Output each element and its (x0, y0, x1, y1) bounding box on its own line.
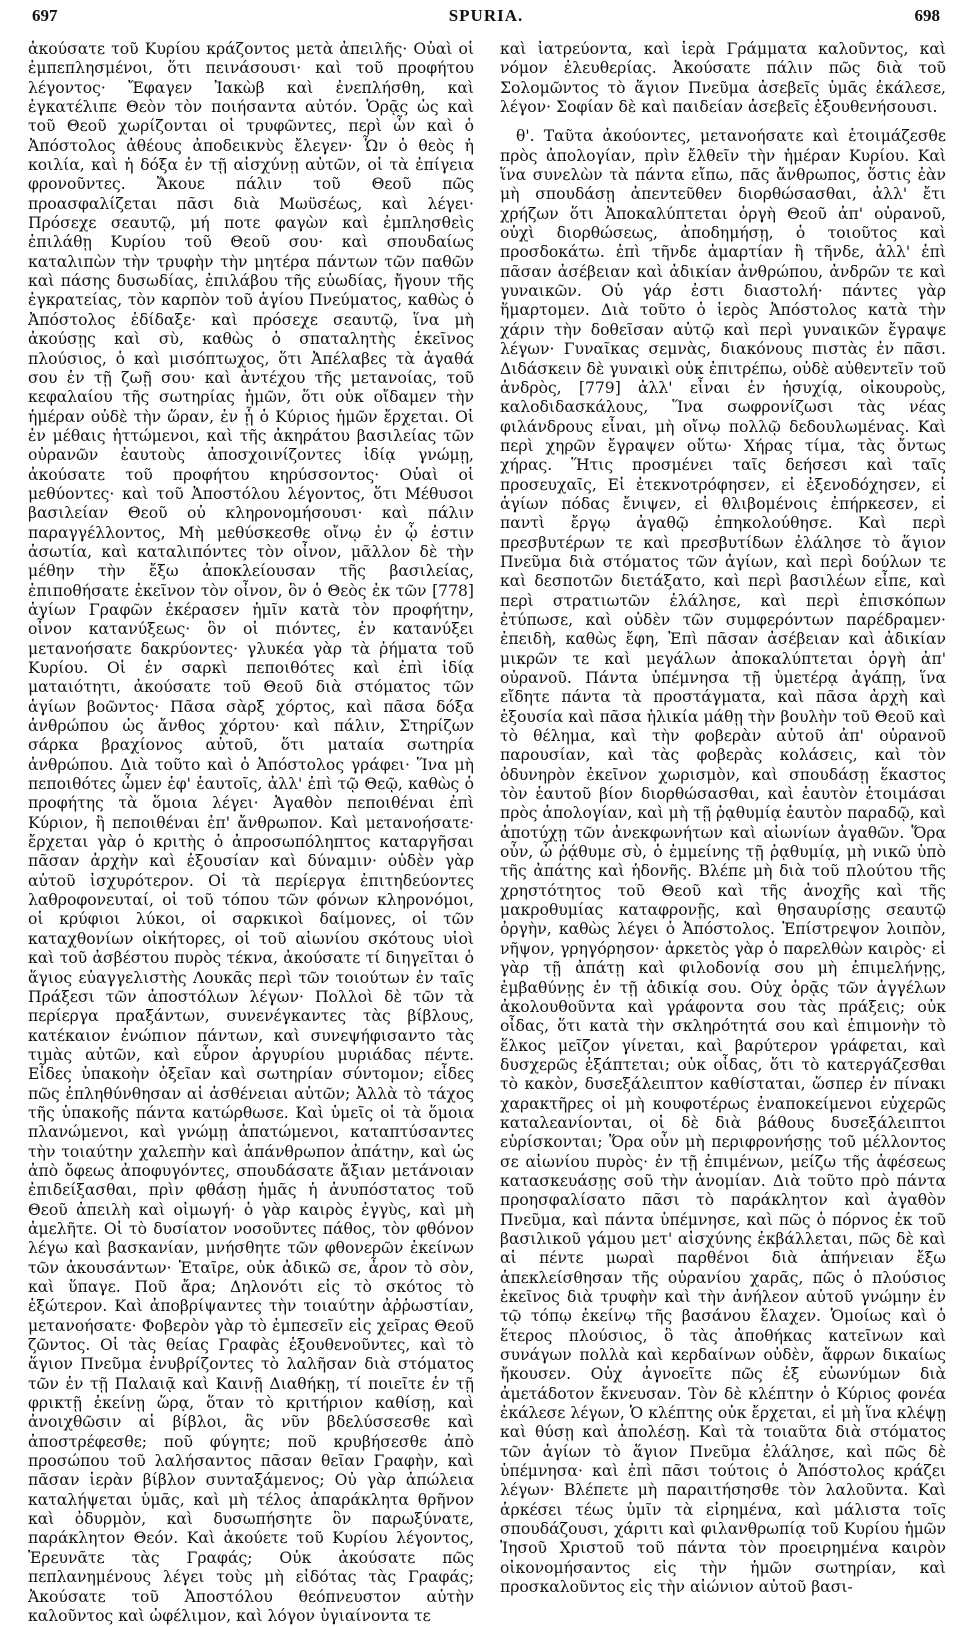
running-header (28, 6, 946, 32)
right-column-text-top: καὶ ἰατρεύοντα, καὶ ἱερὰ Γράμματα καλοῦντος, καὶ νόμον ἐλευθερίας. Ἀκούσατε πάλιν πῶς διὰ τοῦ Σολομῶντος τὸ ἅγιον Πνεῦμα ἀσεβεῖς ὑμᾶς ἐκάλεσε, λέγον· Σοφίαν δὲ καὶ παιδείαν ἀσεβεῖς ἐξουθενήσουσι. (500, 40, 946, 117)
two-column-body (28, 40, 946, 1626)
running-title: SPURIA. (448, 6, 524, 25)
left-column (28, 40, 474, 1626)
left-page-number: 697 (32, 6, 58, 25)
right-column (500, 40, 946, 1626)
left-column-text: ἀκούσατε τοῦ Κυρίου κράζοντος μετὰ ἀπειλῆς· Οὐαὶ οἱ ἐμπεπλησμένοι, ὅτι πεινάσουσι· καὶ τοῦ προφήτου λέγοντος· Ἔφαγεν Ἰακὼβ καὶ ἐνεπλήσθη, καὶ ἐγκατέλιπε Θεὸν τὸν ποιήσαντα αὐτόν. Ὁρᾷς ὡς καὶ τοῦ Θεοῦ χωρίζονται οἱ τρυφῶντες, περὶ ὧν καὶ ὁ Ἀπόστολος ἀθέους ἀποδεικνὺς ἔλεγεν· Ὧν ὁ θεὸς ἡ κοιλία, καὶ ἡ δόξα ἐν τῇ αἰσχύνῃ αὐτῶν, οἱ τὰ ἐπίγεια φρονοῦντες. Ἄκουε πάλιν τοῦ Θεοῦ πῶς προασφαλίζεται πᾶσι διὰ Μωϋσέως, καὶ λέγει· Πρόσεχε σεαυτῷ, μή ποτε φαγὼν καὶ ἐμπλησθεὶς ἐπιλάθῃ Κυρίου τοῦ Θεοῦ σου· καὶ σπουδαίως καταλιπὼν τὴν τρυφὴν τὴν μητέρα πάντων τῶν παθῶν καὶ πάσης δυσωδίας, ἐπιλάβου τῆς εὐωδίας, ἤγουν τῆς ἐγκρατείας, τὸν καρπὸν τοῦ ἁγίου Πνεύματος, καθὼς ὁ Ἀπόστολος ἐδίδαξε· καὶ πρόσεχε σεαυτῷ, ἵνα μὴ ἀκούσῃς καὶ σὺ, καθὼς ὁ σπαταλητὴς ἐκεῖνος πλούσιος, ὁ καὶ μισόπτωχος, ὅτι Ἀπέλαβες τὰ ἀγαθά σου ἐν τῇ ζωῇ σου· καὶ ἀντέχου τῆς μετανοίας, τοῦ κεφαλαίου τῆς σωτηρίας ἡμῶν, ὅτι οὐκ οἴδαμεν τὴν ἡμέραν οὐδὲ τὴν ὥραν, ἐν ᾗ ὁ Κύριος ἡμῶν ἔρχεται. Οἱ ἐν μέθαις ἡττώμενοι, καὶ τῆς ἀκηράτου βασιλείας τῶν οὐρανῶν ἑαυτοὺς ἀποσχοινίζοντες ἰδίᾳ γνώμῃ, ἀκούσατε τοῦ προφήτου κηρύσσοντος· Οὐαὶ οἱ μεθύοντες· καὶ τοῦ Ἀποστόλου λέγοντος, ὅτι Μέθυσοι βασιλείαν Θεοῦ οὐ κληρονομήσουσι· καὶ πάλιν παραγγέλλοντος, Μὴ μεθύσκεσθε οἴνῳ ἐν ᾧ ἐστιν ἀσωτία, καὶ καταλιπόντες τὸν οἶνον, μᾶλλον δὲ τὴν μέθην τὴν ἔξω ἀποκλείουσαν τῆς βασιλείας, ἐπιποθήσατε ἐκεῖνον τὸν οἶνον, ὃν ὁ Θεὸς ἐκ τῶν [778] ἁγίων Γραφῶν ἐκέρασεν ἡμῖν κατὰ τὸν προφήτην, οἶνον κατανύξεως· ὃν οἱ πιόντες, ἐν κατανύξει μετανοήσατε δακρύοντες· γλυκέα γὰρ τὰ ῥήματα τοῦ Κυρίου. Οἱ ἐν σαρκὶ πεποιθότες καὶ ἐπὶ ἰδίᾳ ματαιότητι, ἀκούσατε τοῦ Θεοῦ διὰ στόματος τῶν ἁγίων βοῶντος· Πᾶσα σὰρξ χόρτος, καὶ πᾶσα δόξα ἀνθρώπου ὡς ἄνθος χόρτου· καὶ πάλιν, Στηρίζων σάρκα βραχίονος αὐτοῦ, ὅτι ματαία σωτηρία ἀνθρώπου. Διὰ τοῦτο καὶ ὁ Ἀπόστολος γράφει· Ἵνα μὴ πεποιθότες ὦμεν ἐφ' ἑαυτοῖς, ἀλλ' ἐπὶ τῷ Θεῷ, καθὼς ὁ προφήτης τὰ ὅμοια λέγει· Ἀγαθὸν πεποιθέναι ἐπὶ Κύριον, ἢ πεποιθέναι ἐπ' ἄνθρωπον. Καὶ μετανοήσατε· ἔρχεται γὰρ ὁ κριτὴς ὁ ἀπροσωπόληπτος καταργῆσαι πᾶσαν ἀρχὴν καὶ ἐξουσίαν καὶ δύναμιν· οὐδὲν γὰρ αὐτοῦ ἰσχυρότερον. Οἱ τὰ περίεργα ἐπιτηδεύοντες λαθροφονευταί, οἱ τοῦ τόπου τῶν φόνων κληρονόμοι, οἱ κρύφιοι λύκοι, οἱ σαρκικοὶ δαίμονες, οἱ τῶν καταχθονίων οἰκήτορες, οἱ τοῦ αἰωνίου σκότους υἱοὶ καὶ τοῦ ἀσβέστου πυρὸς τέκνα, ἀκούσατε τί διηγεῖται ὁ ἅγιος εὐαγγελιστὴς Λουκᾶς περὶ τῶν τοιούτων ἐν ταῖς Πράξεσι τῶν ἀποστόλων λέγων· Πολλοὶ δὲ τῶν τὰ περίεργα πραξάντων, συνενέγκαντες τὰς βίβλους, κατέκαιον ἐνώπιον πάντων, καὶ συνεψήφισαντο τὰς τιμὰς αὐτῶν, καὶ εὗρον ἀργυρίου μυριάδας πέντε. Εἶδες ὑπακοὴν ὀξεῖαν καὶ σωτηρίαν σύντομον; εἶδες πῶς ἐπληθύνθησαν αἱ ἀσθένειαι αὐτῶν; Ἀλλὰ τὸ τάχος τῆς ὑπακοῆς πάντα κατώρθωσε. Καὶ ὑμεῖς οἱ τὰ ὅμοια πλανώμενοι, καὶ γνώμῃ ἀπατώμενοι, καταπτύσαντες τὴν τοιαύτην χαλεπὴν καὶ ἀπάνθρωπον ἀπάτην, καὶ ὡς ἀπὸ ὄφεως ἀποφυγόντες, σπουδάσατε ἄξιαν μετάνοιαν ἐπιδείξασθαι, πρὶν φθάσῃ ἡμᾶς ἡ ἀνυπόστατος τοῦ Θεοῦ ἀπειλὴ καὶ οἰμωγή· ὁ γὰρ καιρὸς ἐγγὺς, καὶ μὴ ἀμελῆτε. Οἱ τὸ δυσίατον νοσοῦντες πάθος, τὸν φθόνον λέγω καὶ βασκανίαν, μνήσθητε τῶν φθονερῶν ἐκείνων τῶν ἀκουσάντων· Ἑταῖρε, οὐκ ἀδικῶ σε, ἆρον τὸ σὸν, καὶ ὕπαγε. Ποῦ ἄρα; Δηλονότι εἰς τὸ σκότος τὸ ἐξώτερον. Καὶ ἀποβρίψαντες τὴν τοιαύτην ἀῤῥωστίαν, μετανοήσατε· Φοβερὸν γὰρ τὸ ἐμπεσεῖν εἰς χεῖρας Θεοῦ ζῶντος. Οἱ τὰς θείας Γραφὰς ἐξουθενοῦντες, καὶ τὸ ἅγιον Πνεῦμα ἐνυβρίζοντες τὸ λαλῆσαν διὰ στόματος τῶν ἐν τῇ Παλαιᾷ καὶ Καινῇ Διαθήκῃ, τί ποιεῖτε ἐν τῇ φρικτῇ ἐκείνῃ ὥρᾳ, ὅταν τὸ κριτήριον καθίσῃ, καὶ ἀνοιχθῶσιν αἱ βίβλοι, ἃς νῦν βδελύσσεσθε καὶ ἀποστρέφεσθε; ποῦ φύγητε; ποῦ κρυβήσεσθε ἀπὸ προσώπου τοῦ λαλήσαντος πᾶσαν θεῖαν Γραφὴν, καὶ πᾶσαν ἱερὰν βίβλον συνταξάμενος; Οὐ γὰρ ἀπώλεια καταλήψεται ὑμᾶς, καὶ μὴ τέλος ἀπαράκλητα θρῆνον καὶ ὀδυρμὸν, καὶ δυσωπήσητε ὃν παρωξύνατε, παράκλητον Θεόν. Καὶ ἀκούετε τοῦ Κυρίου λέγοντος, Ἐρευνᾶτε τὰς Γραφάς; Οὐκ ἀκούσατε πῶς πεπλανημένους λέγει τοὺς μὴ εἰδότας τὰς Γραφάς; Ἀκούσατε τοῦ Ἀποστόλου θεόπνευστον αὐτὴν καλοῦντος καὶ ὠφέλιμον, καὶ λόγον ὑγιαίνοντα τε (28, 40, 474, 1625)
section-theta-text: θ'. Ταῦτα ἀκούοντες, μετανοήσατε καὶ ἑτοιμάζεσθε πρὸς ἀπολογίαν, πρὶν ἔλθεῖν τὴν ἡμέραν Κυρίου. Καὶ ἵνα συνελὼν τὰ πάντα εἴπω, πᾶς ἄνθρωπος, ὅστις ἐὰν μὴ σπουδάσῃ ἀπεντεῦθεν διορθώσασθαι, ἀλλ' ἔτι χρήζων ὅτι Ἀποκαλύπτεται ὀργὴ Θεοῦ ἀπ' οὐρανοῦ, οὐχὶ διορθώσεως, ἀποδημήσῃ, ὁ τοιοῦτος καὶ προσδοκάτω. ἐπὶ τῆνδε ἁμαρτίαν ἢ τῆνδε, ἀλλ' ἐπὶ πᾶσαν ἀσέβειαν καὶ ἀδικίαν ἀνθρώπου, ἀνδρῶν τε καὶ γυναικῶν. Οὐ γάρ ἐστι διαστολή· πάντες γὰρ ἥμαρτομεν. Διὰ τοῦτο ὁ ἱερὸς Ἀπόστολος κατὰ τὴν χάριν τὴν δοθεῖσαν αὐτῷ καὶ περὶ γυναικῶν ἔγραψε λέγων· Γυναῖκας σεμνὰς, διακόνους πιστὰς ἐν πᾶσι. Διδάσκειν δὲ γυναικὶ οὐκ ἐπιτρέπω, οὐδὲ αὐθεντεῖν τοῦ ἀνδρὸς, [779] ἀλλ' εἶναι ἐν ἡσυχίᾳ, οἰκουροὺς, καλοδιδασκάλους, Ἵνα σωφρονίζωσι τὰς νέας φιλάνδρους εἶναι, μὴ οἴνῳ πολλῷ δεδουλωμένας. Καὶ περὶ χηρῶν ἔγραψεν οὕτω· Χήρας τίμα, τὰς ὄντως χήρας. Ἥτις προσμένει ταῖς δεήσεσι καὶ ταῖς προσευχαῖς, Εἰ ἐτεκνοτρόφησεν, εἰ ἐξενοδόχησεν, εἰ ἁγίων πόδας ἔνιψεν, εἰ θλιβομένοις ἐπήρκεσεν, εἰ παντὶ ἔργῳ ἀγαθῷ ἐπηκολούθησε. Καὶ περὶ πρεσβυτέρων τε καὶ πρεσβυτίδων ἐλάλησε τὸ ἅγιον Πνεῦμα διὰ στόματος τῶν ἁγίων, καὶ περὶ δούλων τε καὶ δεσποτῶν διετάξατο, καὶ περὶ βασιλέων εἶπε, καὶ περὶ στρατιωτῶν ἐλάλησε, καὶ περὶ ἐπισκόπων ἐτύπωσε, καὶ οὐδὲν τῶν συμφερόντων παρέδραμεν· ἐπειδὴ, καθὼς ἔφη, Ἐπὶ πᾶσαν ἀσέβειαν καὶ ἀδικίαν μικρῶν τε καὶ μεγάλων ἀποκαλύπτεται ὀργὴ ἀπ' οὐρανοῦ. Πάντα ὑπέμνησα τῇ ὑμετέρᾳ ἀγάπῃ, ἵνα εἴδητε πάντα τὰ προστάγματα, καὶ πᾶσα ἀρχὴ καὶ ἐξουσία καὶ πᾶσα ἡλικία μάθῃ τὴν βουλὴν τοῦ Θεοῦ καὶ τὸ θέλημα, καὶ τὴν φοβερὰν αὐτοῦ ἀπ' οὐρανοῦ παρουσίαν, καὶ τὰς φοβερὰς κολάσεις, καὶ τὸν ὀδυνηρὸν ἐκεῖνον χωρισμὸν, καὶ σπουδάσῃ ἕκαστος τὸν ἑαυτοῦ βίον διορθώσασθαι, καὶ ἑαυτὸν ἑτοιμάσαι πρὸς ἀπολογίαν, καὶ μὴ τῇ ῥᾳθυμίᾳ ἑαυτὸν παραδῷ, καὶ ἀποτύχῃ τῶν ἀνεκφωνήτων καὶ αἰωνίων ἀγαθῶν. Ὅρα οὖν, ὦ ῥᾴθυμε σὺ, ὁ ἐμμείνης τῇ ῥᾳθυμίᾳ, μὴ νικῶ ὑπὸ τῆς ἀπάτης καὶ ἡδονῆς. Βλέπε μὴ διὰ τοῦ πλούτου τῆς χρηστότητος τοῦ Θεοῦ καὶ τῆς ἀνοχῆς καὶ τῆς μακροθυμίας καταφρονῇς, καὶ θησαυρίσῃς σεαυτῷ ὀργὴν, καθὼς λέγει ὁ Ἀπόστολος. Ἐπίστρεψον λοιπὸν, νῆψον, γρηγόρησον· ἀρκετὸς γὰρ ὁ παρελθὼν καιρὸς· εἰ γὰρ τῇ ἀπάτῃ καὶ φιλοδονίᾳ σου μὴ ἐπιμελήνῃς, ἐμβαθύνῃς ἐν τῇ ἀδικίᾳ σου. Οὐχ ὁρᾷς τῶν ἀγγέλων ἀκολουθοῦντα καὶ γράφοντα σου τὰς πράξεις; οὐκ οἶδας, ὅτι κατὰ τὴν σκληρότητά σου καὶ ἐπιμονὴν τὸ ἕλκος μεῖζον γίνεται, καὶ βαρύτερον γράφεται, καὶ δυσχερῶς ἐξάπτεται; οὐκ οἶδας, ὅτι τὸ κατεργάζεσθαι τὸ κακὸν, δυσεξάλειπτον καθίσταται, ὥσπερ ἐν πίνακι χαρακτῆρες οἱ μὴ κουφοτέρως ἐναποκείμενοι εὐχερῶς καταλεανίονται, οἱ δὲ διὰ βάθους δυσεξάλειπτοι εὑρίσκονται; Ὅρα οὖν μὴ περιφρονήσῃς τοῦ μέλλοντος σε αἰωνίου πυρὸς· ἐν τῇ ἐπιμένων, μείζω τῆς ἀφέσεως κατασκευάσῃς σοῦ τὴν ἀνομίαν. Διὰ τοῦτο πρὸ πάντα προησφαλίσατο πᾶσι τὸ παράκλητον καὶ ἀγαθὸν Πνεῦμα, καὶ πάντα ὑπέμνησε, καὶ πῶς ὁ πόρνος ἐκ τοῦ βασιλικοῦ γάμου μετ' αἰσχύνης ἐκβάλλεται, πῶς δὲ καὶ αἱ πέντε μωραὶ παρθένοι διὰ ἀπήνειαν ἔξω ἀπεκλείσθησαν τῆς οὐρανίου χαρᾶς, πῶς ὁ πλούσιος ἐκεῖνος διὰ τρυφὴν καὶ τὴν ἀνήλεον αὐτοῦ γνώμην ἐν τῷ τόπῳ ἐκείνῳ τῆς βασάνου ἔλαχεν. Ὁμοίως καὶ ὁ ἕτερος πλούσιος, ὃ τὰς ἀποθήκας κατεῖνων καὶ συνάγων πολλὰ καὶ κερδαίνων οὐδὲν, ἄφρων δικαίως ἤκουσεν. Οὐχ ἀγνοεῖτε πῶς ἐξ εὐωνύμων διὰ ἀμετάδοτον ἔκνευσαν. Τὸν δὲ κλέπτην ὁ Κύριος φονέα ἐκάλεσε λέγων, Ὁ κλέπτης οὐκ ἔρχεται, εἰ μὴ ἵνα κλέψῃ καὶ θύσῃ καὶ ἀπολέσῃ. Καὶ τὰ τοιαῦτα διὰ στόματος τῶν ἁγίων τὸ ἅγιον Πνεῦμα ἐλάλησε, καὶ πῶς δὲ ὑπέμνησα· καὶ ἐπὶ πᾶσι τούτοις ὁ Ἀπόστολος κράζει λέγων· Βλέπετε μὴ παραιτήσησθε τὸν λαλοῦντα. Καὶ ἀρκέσει τέως ὑμῖν τὰ εἰρημένα, καὶ μάλιστα τοῖς σπουδάζουσι, χάριτι καὶ φιλανθρωπίᾳ τοῦ Κυρίου ἡμῶν Ἰησοῦ Χριστοῦ τοῦ πάντα τὸν προειρημένα καιρὸν οἰκονομήσαντος εἰς τὴν ἡμῶν σωτηρίαν, καὶ προσκαλοῦντος εἰς τὴν αἰώνιον αὐτοῦ βασι- (500, 127, 947, 1597)
right-page-number: 698 (914, 6, 940, 25)
